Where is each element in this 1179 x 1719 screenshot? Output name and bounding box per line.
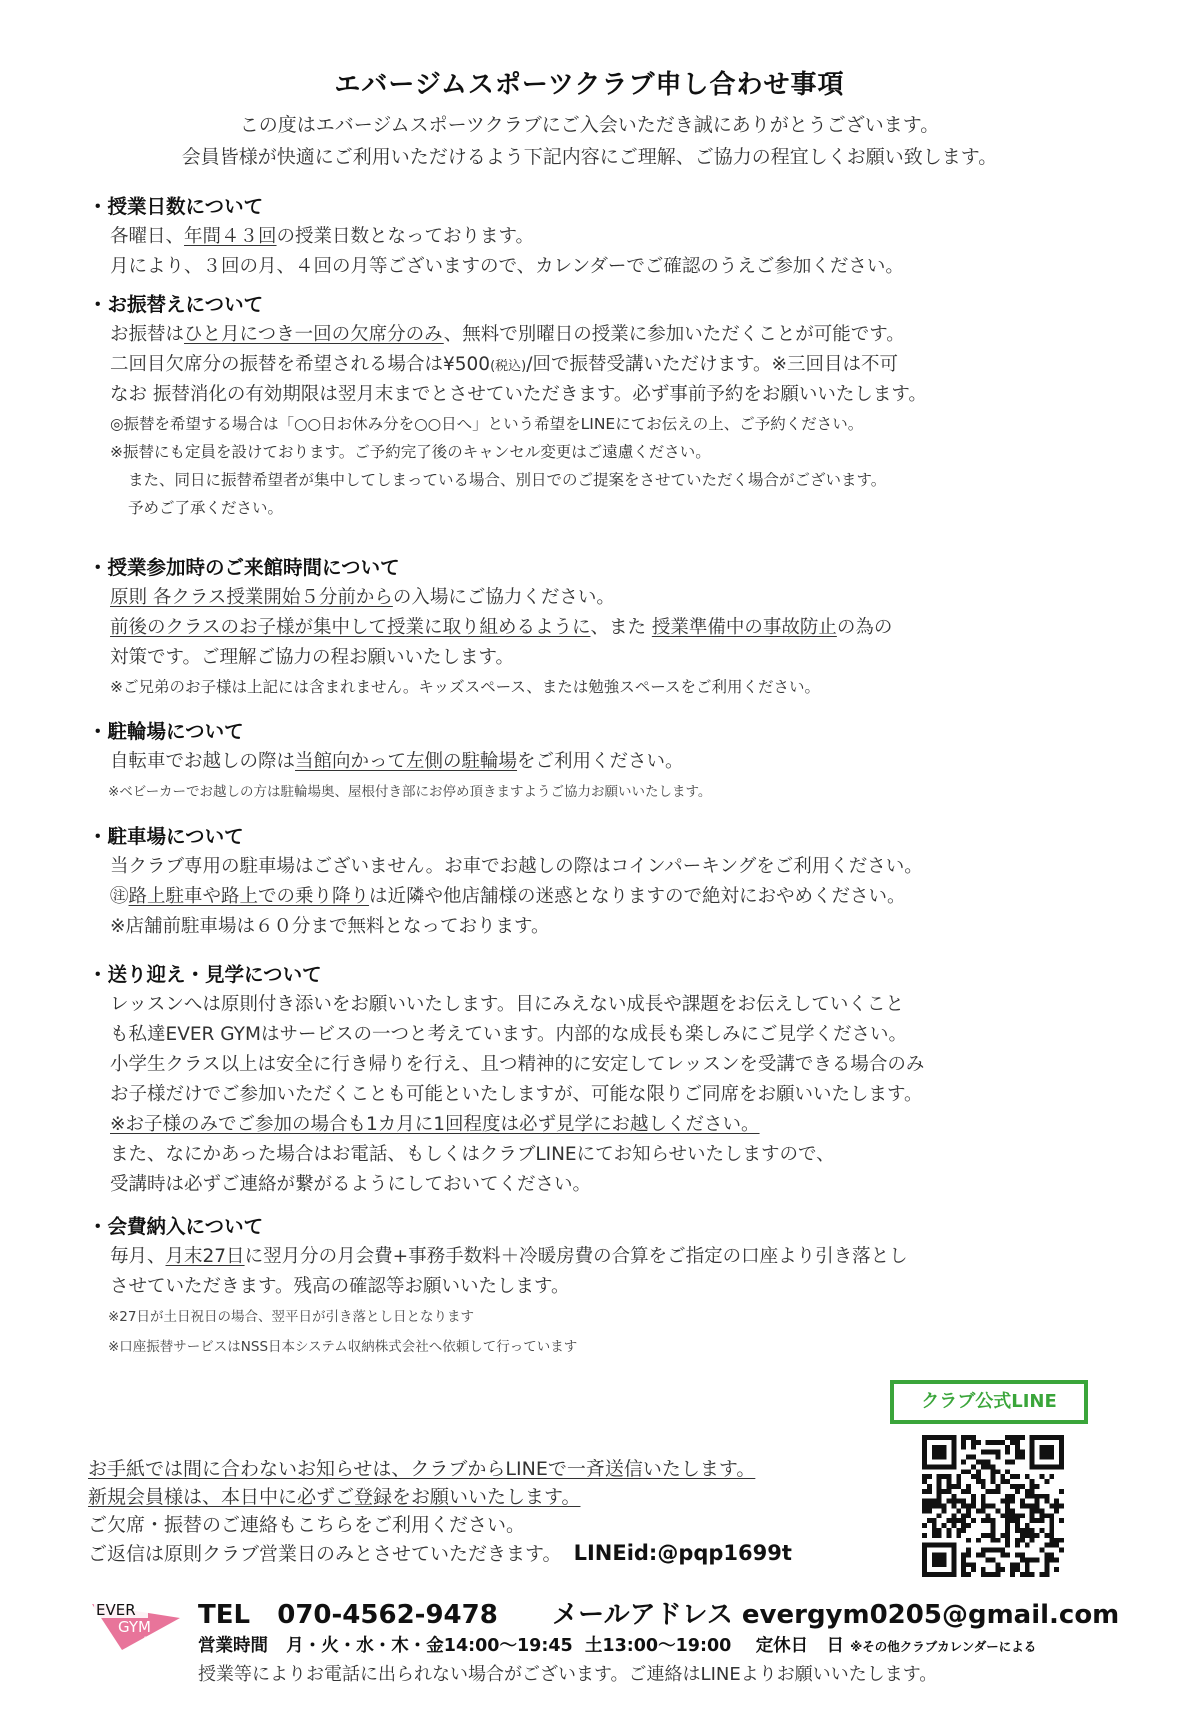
evergym-logo bbox=[88, 1596, 184, 1656]
note-line: ※振替にも定員を設けております。ご予約完了後のキャンセル変更はご遠慮ください。 bbox=[110, 443, 711, 461]
logo-text-ever: EVER bbox=[96, 1601, 136, 1619]
section-heading: ・駐輪場について bbox=[88, 720, 244, 743]
intro-line-1: この度はエバージムスポーツクラブにご入会いただき誠にありがとうございます。 bbox=[239, 114, 940, 136]
section-class-days bbox=[88, 192, 1098, 282]
note-line: ※ベビーカーでお越しの方は駐輪場奥、屋根付き部にお停め頂きますようご協力お願いいたします。 bbox=[108, 784, 712, 800]
text-line: 対策です。ご理解ご協力の程お願いいたします。 bbox=[110, 647, 515, 668]
section-pickup bbox=[88, 960, 1098, 1200]
note-line: ◎振替を希望する場合は「○○日お休み分を○○日へ」という希望をLINEにてお伝えの上、ご予約ください。 bbox=[110, 415, 864, 433]
note-line: 予めご了承ください。 bbox=[128, 499, 284, 517]
line-official-label: クラブ公式LINE bbox=[890, 1380, 1088, 1424]
text-line: 受講時は必ずご連絡が繋がるようにしておいてください。 bbox=[110, 1174, 592, 1195]
section-heading: ・お振替えについて bbox=[88, 293, 264, 316]
footer-note: 授業等によりお電話に出られない場合がございます。ご連絡はLINEよりお願いいたします。 bbox=[198, 1664, 938, 1685]
section-heading: ・会費納入について bbox=[88, 1215, 264, 1238]
text-line: また、なにかあった場合はお電話、もしくはクラブLINEにてお知らせいたしますので、 bbox=[110, 1144, 835, 1165]
section-makeup bbox=[88, 290, 1098, 522]
note-line: また、同日に振替希望者が集中してしまっている場合、別日でのご提案をさせていただく場合がございます。 bbox=[128, 471, 887, 489]
text-line: なお 振替消化の有効期限は翌月末までとさせていただきます。必ず事前予約をお願いいたします。 bbox=[110, 384, 927, 405]
text-line: ※お子様のみでご参加の場合も1カ月に1回程度は必ず見学にお越しください。 bbox=[110, 1114, 760, 1135]
logo-text-gym: GYM bbox=[118, 1618, 151, 1636]
text-line: させていただきます。残高の確認等お願いいたします。 bbox=[110, 1276, 570, 1297]
notice-line: お手紙では間に合わないお知らせは、クラブからLINEで一斉送信いたします。 bbox=[88, 1458, 756, 1480]
section-heading: ・授業参加時のご来館時間について bbox=[88, 556, 400, 579]
text-line: 当クラブ専用の駐車場はございません。お車でお越しの際はコインパーキングをご利用ください。 bbox=[110, 856, 923, 877]
section-fees bbox=[88, 1212, 1098, 1362]
qr-code-icon[interactable] bbox=[922, 1435, 1064, 1577]
business-hours: 営業時間 月・火・水・木・金14:00～19:45 土13:00～19:00 定休日 日 ※その他クラブカレンダーによる bbox=[198, 1636, 1037, 1656]
tel-number[interactable]: 070-4562-9478 bbox=[277, 1600, 498, 1630]
section-heading: ・送り迎え・見学について bbox=[88, 963, 322, 986]
notice-line: ご欠席・振替のご連絡もこちらをご利用ください。 bbox=[88, 1514, 526, 1536]
text-line: 小学生クラス以上は安全に行き帰りを行え、且つ精神的に安定してレッスンを受講できる場合のみ bbox=[110, 1054, 925, 1075]
email-label: メールアドレス bbox=[552, 1600, 733, 1630]
text-line: も私達EVER GYMはサービスの一つと考えています。内部的な成長も楽しみにご見学ください。 bbox=[110, 1024, 907, 1045]
text-line: お子様だけでご参加いただくことも可能といたしますが、可能な限りご同席をお願いいたします。 bbox=[110, 1084, 923, 1105]
section-bicycle bbox=[88, 717, 1098, 807]
logo-text-small: SPORTS CLUB bbox=[144, 1636, 172, 1641]
tel-label: TEL bbox=[198, 1600, 251, 1630]
text-line: 自転車でお越しの際は当館向かって左側の駐輪場をご利用ください。 bbox=[110, 751, 684, 772]
note-line: ※口座振替サービスはNSS日本システム収納株式会社へ依頼して行っています bbox=[108, 1339, 578, 1355]
line-notice bbox=[88, 1455, 888, 1567]
text-line: 毎月、月末27日に翌月分の月会費+事務手数料＋冷暖房費の合算をご指定の口座より引き落とし bbox=[110, 1246, 908, 1267]
text-line: 原則 各クラス授業開始５分前からの入場にご協力ください。 bbox=[110, 587, 615, 608]
notice-line-highlight: 新規会員様は、本日中に必ずご登録をお願いいたします。 bbox=[88, 1486, 581, 1508]
note-line: ※ご兄弟のお子様は上記には含まれません。キッズスペース、または勉強スペースをご利用ください。 bbox=[110, 678, 821, 696]
text-line: ㊟路上駐車や路上での乗り降りは近隣や他店舗様の迷惑となりますので絶対におやめください。 bbox=[110, 886, 906, 907]
intro-line-2: 会員皆様が快適にご利用いただけるよう下記内容にご理解、ご協力の程宜しくお願い致します。 bbox=[181, 146, 998, 168]
section-parking bbox=[88, 822, 1098, 942]
text-line: 前後のクラスのお子様が集中して授業に取り組めるように、また 授業準備中の事故防止の為の bbox=[110, 617, 893, 638]
text-line: ※店舗前駐車場は６０分まで無料となっております。 bbox=[110, 916, 550, 937]
email-address[interactable]: evergym0205@gmail.com bbox=[741, 1600, 1120, 1630]
page-title: エバージムスポーツクラブ申し合わせ事項 bbox=[334, 70, 845, 100]
section-heading: ・駐車場について bbox=[88, 825, 244, 848]
section-heading: ・授業日数について bbox=[88, 195, 264, 218]
text-line: 二回目欠席分の振替を希望される場合は¥500(税込)/回で振替受講いただけます。※三回目は不可 bbox=[110, 354, 899, 375]
note-line: ※27日が土日祝日の場合、翌平日が引き落とし日となります bbox=[108, 1309, 474, 1325]
text-line: 月により、３回の月、４回の月等ございますので、カレンダーでご確認のうえご参加ください。 bbox=[110, 256, 904, 277]
text-line: レッスンへは原則付き添いをお願いいたします。目にみえない成長や課題をお伝えしていくこと bbox=[110, 994, 904, 1015]
contact-line bbox=[198, 1594, 1119, 1631]
notice-line: ご返信は原則クラブ営業日のみとさせていただきます。 LINEid:@pqp1699t bbox=[88, 1541, 792, 1565]
text-line: 各曜日、年間４３回の授業日数となっております。 bbox=[110, 226, 535, 247]
text-line: お振替はひと月につき一回の欠席分のみ、無料で別曜日の授業に参加いただくことが可能です。 bbox=[110, 324, 905, 345]
section-arrival bbox=[88, 553, 1098, 701]
line-id: LINEid:@pqp1699t bbox=[573, 1541, 792, 1565]
